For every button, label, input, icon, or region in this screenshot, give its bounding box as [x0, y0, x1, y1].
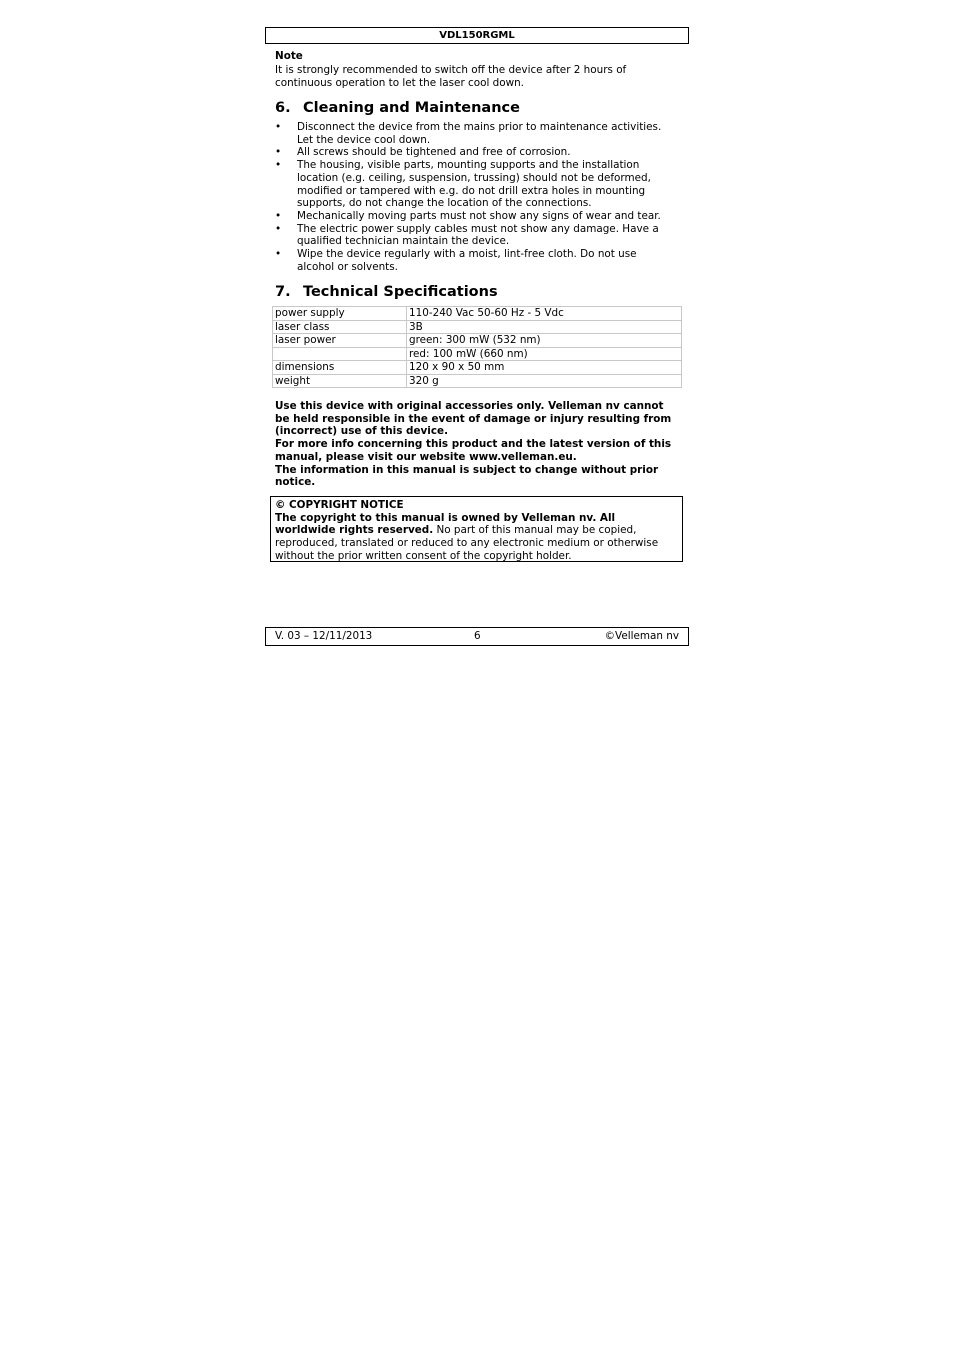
spec-label: weight	[273, 374, 407, 388]
spec-label: laser class	[273, 320, 407, 334]
copyright-notice	[270, 496, 683, 562]
spec-value: red: 100 mW (660 nm)	[407, 347, 682, 361]
section-heading-cleaning	[275, 99, 520, 117]
table-row	[273, 320, 682, 334]
version-date: V. 03 – 12/11/2013	[275, 630, 373, 642]
list-item-text: All screws should be tightened and free of corrosion.	[297, 146, 571, 159]
page-number: 6	[474, 630, 481, 642]
bullet-icon: •	[275, 222, 282, 235]
disclaimer-accessories: Use this device with original accessories only. Velleman nv cannot be held responsible in the event of damage or injury resulting from (incorrect) use of this device.	[275, 400, 672, 438]
copyright-ownership: The copyright to this manual is owned by Velleman nv. All worldwide rights reserved.	[275, 511, 616, 537]
specs-table	[272, 306, 682, 388]
list-item-text: The housing, visible parts, mounting supports and the installation location (e.g. ceiling, suspension, trussing) should not be deformed, modified or tampered with e.g. do not drill extra holes in mounting supports, do not change the location of the connections.	[297, 159, 651, 210]
section-title: Technical Specifications	[303, 284, 498, 300]
table-row	[273, 307, 682, 321]
table-row	[273, 347, 682, 361]
disclaimer-website: For more info concerning this product and the latest version of this manual, please visit our website www.velleman.eu.	[275, 438, 672, 463]
table-row	[273, 374, 682, 388]
table-row	[273, 361, 682, 375]
spec-label: laser power	[273, 334, 407, 348]
list-item	[275, 159, 675, 210]
section-number: 6.	[275, 100, 291, 116]
bullet-icon: •	[275, 146, 282, 159]
spec-value: 120 x 90 x 50 mm	[407, 361, 682, 375]
list-item-text: Mechanically moving parts must not show any signs of wear and tear.	[297, 209, 661, 222]
table-row	[273, 334, 682, 348]
footer-brand: ©Velleman nv	[604, 630, 679, 642]
spec-value: 320 g	[407, 374, 682, 388]
bullet-icon: •	[275, 248, 282, 261]
page-header	[265, 27, 689, 44]
note-body: It is strongly recommended to switch off the device after 2 hours of continuous operation to let the laser cool down.	[275, 64, 627, 89]
section-number: 7.	[275, 284, 291, 300]
spec-label: power supply	[273, 307, 407, 321]
spec-value: 3B	[407, 320, 682, 334]
model-number: VDL150RGML	[439, 30, 515, 41]
spec-label	[273, 347, 407, 361]
section-title: Cleaning and Maintenance	[303, 100, 520, 116]
disclaimer	[275, 400, 675, 489]
bullet-icon: •	[275, 121, 282, 133]
list-item	[275, 210, 675, 223]
disclaimer-change: The information in this manual is subject to change without prior notice.	[275, 463, 659, 489]
cleaning-list	[275, 121, 675, 273]
spec-label: dimensions	[273, 361, 407, 375]
list-item	[275, 121, 675, 146]
list-item-text: Disconnect the device from the mains prior to maintenance activities. Let the device cool down.	[297, 121, 662, 146]
bullet-icon: •	[275, 209, 282, 222]
section-heading-specs	[275, 283, 498, 301]
page-footer	[265, 627, 689, 646]
spec-value: green: 300 mW (532 nm)	[407, 334, 682, 348]
note-title: Note	[275, 50, 303, 62]
copyright-title: © COPYRIGHT NOTICE	[275, 499, 404, 511]
list-item	[275, 248, 675, 273]
list-item	[275, 146, 675, 159]
bullet-icon: •	[275, 159, 282, 172]
list-item-text: The electric power supply cables must not show any damage. Have a qualified technician maintain the device.	[297, 222, 659, 248]
spec-value: 110-240 Vac 50-60 Hz - 5 Vdc	[407, 307, 682, 321]
copyright-body: No part of this manual may be copied, reproduced, translated or reduced to any electronic medium or otherwise without the prior written consent of the copyright holder.	[275, 524, 659, 562]
list-item	[275, 223, 675, 248]
list-item-text: Wipe the device regularly with a moist, lint-free cloth. Do not use alcohol or solvents.	[297, 248, 637, 273]
